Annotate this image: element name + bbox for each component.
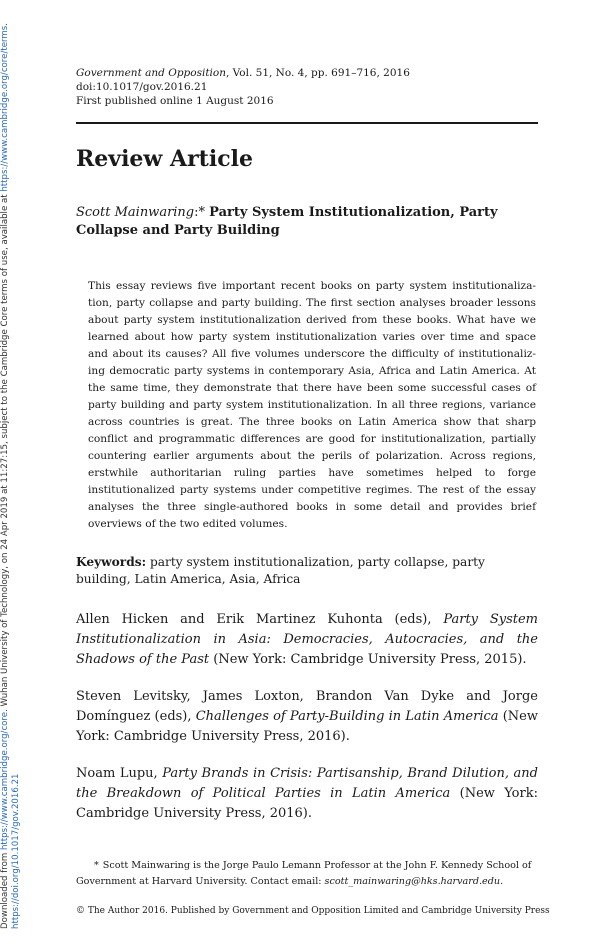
journal-name: Government and Opposition <box>76 67 226 79</box>
book-authors: Allen Hicken and Erik Martinez Kuhonta (eds), <box>76 612 444 627</box>
article-doi: doi:10.1017/gov.2016.21 <box>76 81 208 93</box>
journal-citation: , Vol. 51, No. 4, pp. 691–716, 2016 <box>226 67 410 79</box>
book-publisher: (New York: Cambridge University Press, 2016). <box>76 709 539 744</box>
book-authors: Steven Levitsky, James Loxton, Brandon Van Dyke and Jorge Domínguez (eds), <box>76 689 538 724</box>
download-sidebar <box>0 0 22 952</box>
article-title: Party System Institutionalization, Party Collapse and Party Building <box>76 205 498 238</box>
keywords-label: Keywords: <box>76 555 147 569</box>
book-title: Party System Institutionalization in Asia: Democracies, Autocracies, and the Shadows of the Past <box>76 612 538 667</box>
footnote-text: Scott Mainwaring is the Jorge Paulo Lemann Professor at the John F. Kennedy School of Government at Harvard University. Contact email: <box>76 860 532 887</box>
reviewed-book <box>76 687 538 747</box>
footnote-marker: :* <box>194 205 206 220</box>
terms-link[interactable]: https://www.cambridge.org/core/terms <box>0 25 10 192</box>
download-suffix: . <box>0 23 10 26</box>
download-prefix: Downloaded from <box>0 850 10 929</box>
footnote-end: . <box>500 876 504 887</box>
article-author: Scott Mainwaring <box>76 205 195 220</box>
book-title: Challenges of Party-Building in Latin America <box>195 709 499 724</box>
copyright-notice: © The Author 2016. Published by Government and Opposition Limited and Cambridge University Press <box>76 906 550 916</box>
download-notice <box>0 23 22 929</box>
book-title: Party Brands in Crisis: Partisanship, Brand Dilution, and the Breakdown of Political Parties in Latin America <box>76 766 538 801</box>
keywords <box>76 554 538 588</box>
book-publisher: (New York: Cambridge University Press, 2015). <box>209 652 527 667</box>
cambridge-core-link[interactable]: https://www.cambridge.org/core <box>0 711 10 851</box>
contact-email[interactable]: scott_mainwaring@hks.harvard.edu <box>324 876 501 887</box>
reviewed-book <box>76 764 538 824</box>
reviewed-book <box>76 610 538 670</box>
keywords-text: party system institutionalization, party collapse, party building, Latin America, Asia, Africa <box>76 555 485 586</box>
book-authors: Noam Lupu, <box>76 766 163 781</box>
article-title-block <box>76 204 538 240</box>
author-footnote <box>76 858 538 890</box>
header-rule <box>76 122 538 124</box>
footnote-symbol: * <box>94 860 99 871</box>
article-type-heading: Review Article <box>76 146 253 172</box>
abstract: This essay reviews five important recent books on party system institutionaliza-tion, party collapse and party building. The first section analyses broader lessons about party system institutionalization derived from these books. What have we learned about how party system institutionalization varies over time and space and about its causes? All five volumes underscore the difficulty of institutionaliz-ing democratic party systems in contemporary Asia, Africa and Latin America. At the same time, they demonstrate that there have been some successful cases of party building and party system institutionalization. In all three regions, variance across countries is great. The three books on Latin America show that sharp conflict and programmatic differences are good for institutionalization, partially countering earlier arguments about the perils of polarization. Across regions, erstwhile authoritarian ruling parties have sometimes helped to forge institutionalized party systems under competitive regimes. The rest of the essay analyses the three single-authored books in some detail and provides brief overviews of the two edited volumes. <box>88 280 536 530</box>
publication-date: First published online 1 August 2016 <box>76 95 274 107</box>
journal-header <box>76 66 410 108</box>
download-details: . Wuhan University of Technology, on 24 Apr 2019 at 11:27:15, subject to the Cambridge Core terms of use, available at <box>0 191 10 712</box>
book-publisher: (New York: Cambridge University Press, 2016). <box>76 786 538 821</box>
doi-link[interactable]: https://doi.org/10.1017/gov.2016.21 <box>11 773 21 929</box>
